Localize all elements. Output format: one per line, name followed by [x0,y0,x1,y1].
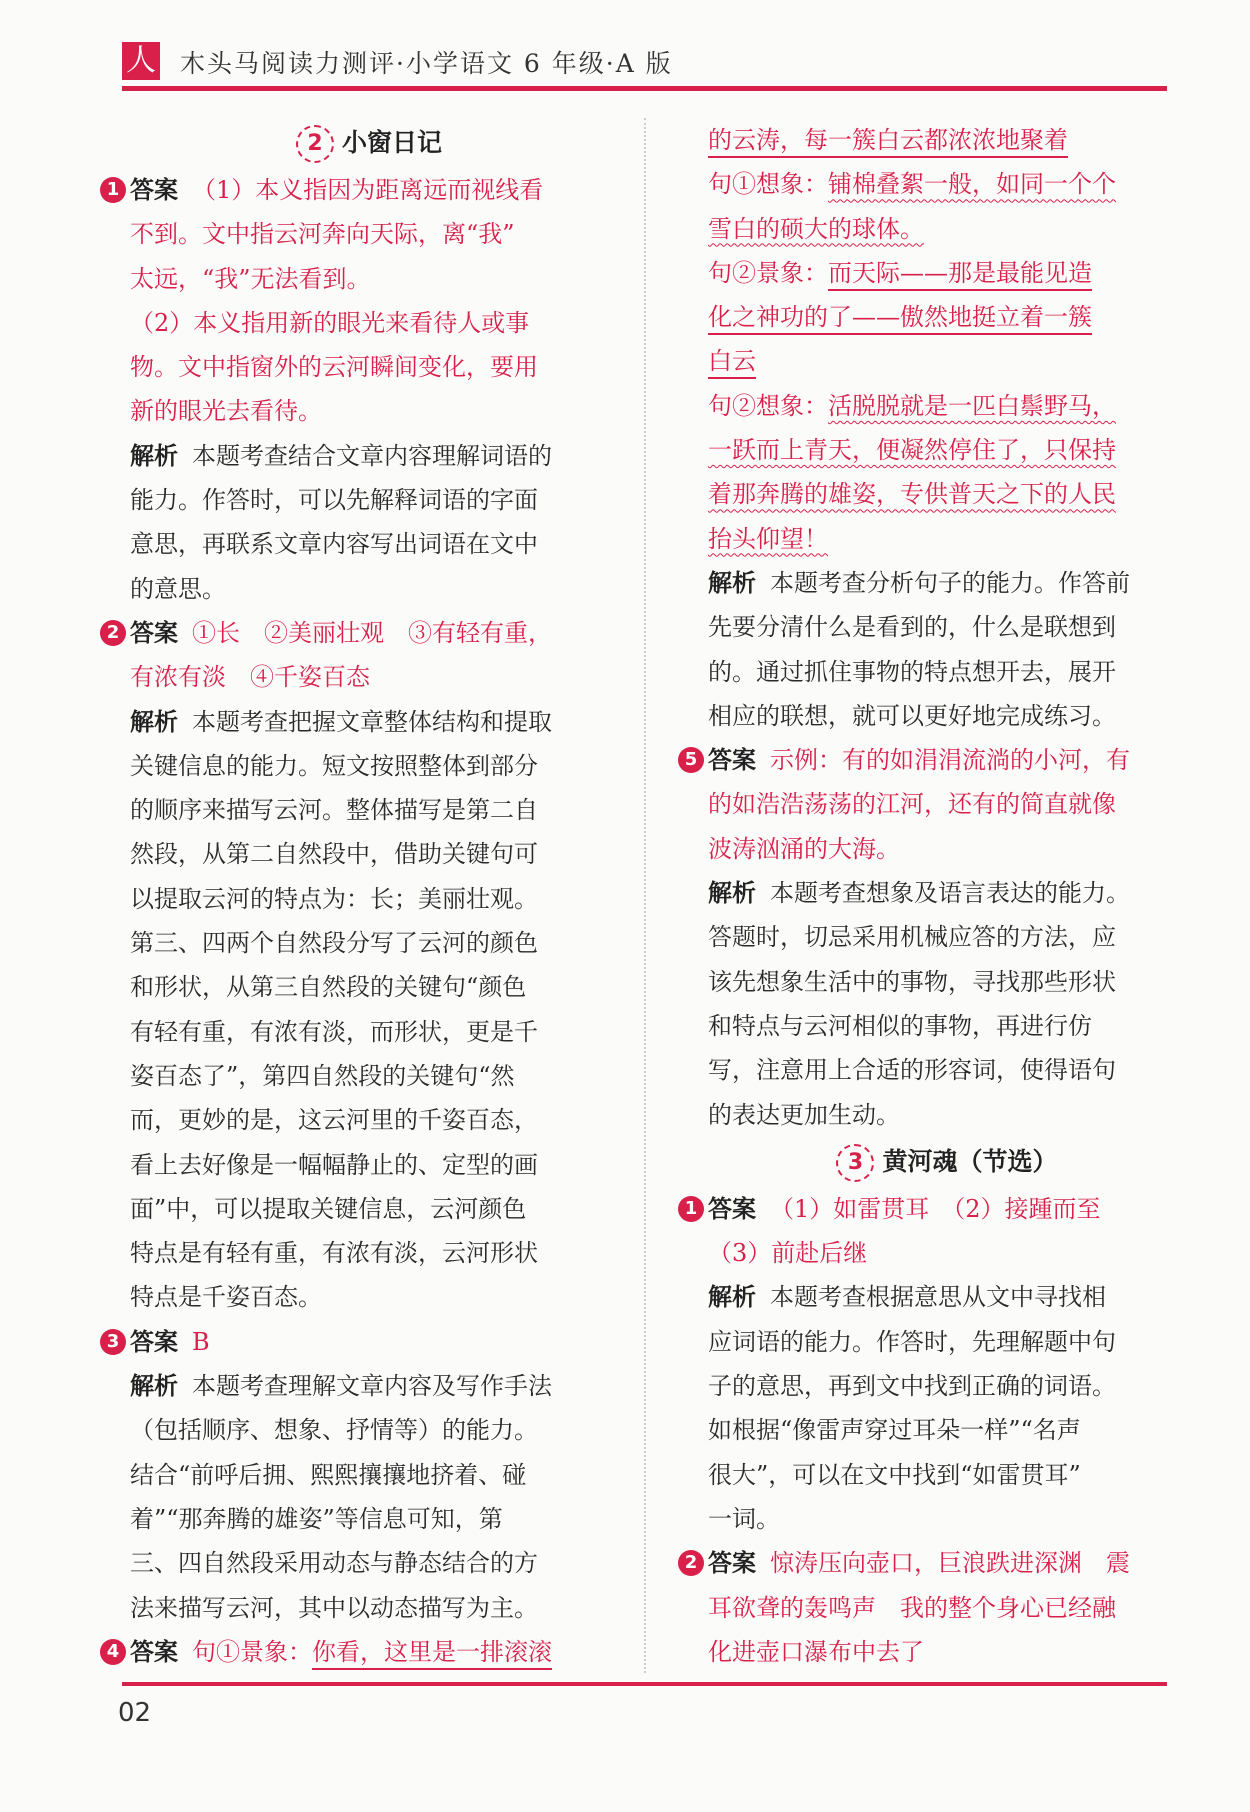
analysis-text: 面”中，可以提取关键信息，云河颜色 [130,1194,527,1223]
analysis-text: 应词语的能力。作答时，先理解题中句 [708,1327,1116,1356]
analysis-text: 姿百态了”，第四自然段的关键句“然 [130,1061,515,1090]
answer-text: 的如浩浩荡荡的江河，还有的简直就像 [708,790,1116,819]
section-number: 3 [836,1144,874,1182]
analysis-label: 解析 [130,707,178,736]
answer-text: 新的眼光去看待。 [130,397,322,426]
answer-text: B [192,1327,210,1356]
answer-label: 答案 [708,1194,756,1223]
answer-text: 耳欲聋的轰鸣声 我的整个身心已经融 [708,1593,1116,1622]
wavy-quote: 抬头仰望！ [708,524,828,553]
analysis-text: 第三、四两个自然段分写了云河的颜色 [130,929,538,958]
question-3 [106,1320,608,1630]
analysis-text: 本题考查把握文章整体结构和提取 [192,707,552,736]
answer-text: （3）前赴后继 [708,1239,868,1268]
question-number: 4 [100,1639,126,1665]
sentence-label: 句②想象： [708,391,828,420]
analysis-text: 能力。作答时，可以先解释词语的字面 [130,486,538,515]
analysis-text: 的。通过抓住事物的特点想开去，展开 [708,657,1116,686]
section-title-2 [130,118,608,168]
section-title-text: 黄河魂（节选） [882,1146,1058,1176]
analysis-label: 解析 [708,568,756,597]
analysis-label: 解析 [130,1372,178,1401]
question-number: 1 [100,177,126,203]
analysis-text: 很大”，可以在文中找到“如雷贯耳” [708,1460,1081,1489]
analysis-text: 的意思。 [130,574,226,603]
section3-question-2 [684,1541,1186,1674]
footer-rule [122,1682,1167,1686]
answer-text: 波涛汹涌的大海。 [708,834,900,863]
section-number: 2 [296,125,334,163]
sentence-label: 句①景象： [192,1637,312,1666]
answer-label: 答案 [130,618,178,647]
analysis-text: 的表达更加生动。 [708,1100,900,1129]
analysis-label: 解析 [708,1283,756,1312]
answer-text: 惊涛压向壶口，巨浪跌进深渊 震 [770,1549,1130,1578]
answer-label: 答案 [130,1327,178,1356]
underlined-quote: 你看，这里是一排滚滚 [312,1638,552,1670]
analysis-text: 以提取云河的特点为：长；美丽壮观。 [130,884,538,913]
column-divider [644,118,646,1673]
underlined-quote: 而天际——那是最能见造 [828,259,1092,291]
question-2 [106,611,608,1320]
analysis-text: 结合“前呼后拥、熙熙攘攘地挤着、碰 [130,1460,527,1489]
analysis-text: 本题考查分析句子的能力。作答前 [770,568,1130,597]
answer-text: 不到。文中指云河奔向天际，离“我” [130,220,515,249]
underlined-quote: 化之神功的了——傲然地挺立着一簇 [708,303,1092,335]
analysis-text: 本题考查理解文章内容及写作手法 [192,1372,552,1401]
book-title: 木头马阅读力测评·小学语文 6 年级·A 版 [180,49,673,78]
answer-label: 答案 [130,1637,178,1666]
wavy-quote: 雪白的硕大的球体。 [708,214,924,243]
analysis-text: 一词。 [708,1504,780,1533]
question-number: 2 [100,620,126,646]
answer-text: （2）本义指用新的眼光来看待人或事 [130,308,530,337]
analysis-text: 的顺序来描写云河。整体描写是第二自 [130,796,538,825]
answer-text: 太远，“我”无法看到。 [130,264,371,293]
analysis-text: 本题考查想象及语言表达的能力。 [770,879,1130,908]
analysis-text: 写，注意用上合适的形容词，使得语句 [708,1056,1116,1085]
analysis-text: 先要分清什么是看到的，什么是联想到 [708,613,1116,642]
wavy-quote: 活脱脱就是一匹白鬃野马， [828,391,1116,420]
analysis-text: 法来描写云河，其中以动态描写为主。 [130,1593,538,1622]
answer-text: 化进壶口瀑布中去了 [708,1637,924,1666]
analysis-text: 子的意思，再到文中找到正确的词语。 [708,1372,1116,1401]
analysis-label: 解析 [708,879,756,908]
page-header [122,38,1167,90]
answer-text: 物。文中指窗外的云河瞬间变化，要用 [130,353,538,382]
underlined-quote: 白云 [708,347,756,379]
wavy-quote: 铺棉叠絮一般，如同一个个 [828,170,1116,199]
analysis-text: 关键信息的能力。短文按照整体到部分 [130,751,538,780]
analysis-text: 特点是千姿百态。 [130,1283,322,1312]
analysis-text: 看上去好像是一幅幅静止的、定型的画 [130,1150,538,1179]
analysis-text: 如根据“像雷声穿过耳朵一样”“名声 [708,1416,1081,1445]
question-4-continued [708,118,1186,738]
answer-text: （1）本义指因为距离远而视线看 [192,176,544,204]
question-number: 5 [678,747,704,773]
analysis-label: 解析 [130,441,178,470]
analysis-text: 本题考查结合文章内容理解词语的 [192,441,552,470]
analysis-text: 而，更妙的是，这云河里的千姿百态， [130,1106,538,1135]
answer-text: 示例：有的如涓涓流淌的小河，有 [770,746,1130,775]
section-title-text: 小窗日记 [341,128,442,157]
page-number: 02 [118,1698,152,1728]
question-1 [106,168,608,611]
right-column [684,118,1186,1674]
question-5 [684,738,1186,1137]
left-column [106,118,608,1674]
analysis-text: 该先想象生活中的事物，寻找那些形状 [708,967,1116,996]
sentence-label: 句②景象： [708,258,828,287]
sentence-label: 句①想象： [708,170,828,199]
analysis-text: 然段，从第二自然段中，借助关键句可 [130,840,538,869]
section-title-3 [708,1137,1186,1187]
question-number: 1 [678,1196,704,1222]
answer-label: 答案 [708,746,756,775]
analysis-text: 本题考查根据意思从文中寻找相 [770,1283,1106,1312]
analysis-text: 和形状，从第三自然段的关键句“颜色 [130,973,527,1002]
logo: 人 [122,42,160,80]
answer-label: 答案 [130,176,178,204]
analysis-text: （包括顺序、想象、抒情等）的能力。 [130,1416,538,1445]
wavy-quote: 着那奔腾的雄姿，专供普天之下的人民 [708,480,1116,509]
question-4 [106,1630,608,1674]
analysis-text: 答题时，切忌采用机械应答的方法，应 [708,923,1116,952]
analysis-text: 三、四自然段采用动态与静态结合的方 [130,1549,538,1578]
answer-text: （1）如雷贯耳 （2）接踵而至 [770,1194,1101,1223]
answer-text: ①长 ②美丽壮观 ③有轻有重， [192,618,552,647]
wavy-quote: 一跃而上青天，便凝然停住了，只保持 [708,436,1116,465]
question-number: 3 [100,1329,126,1355]
analysis-text: 着”“那奔腾的雄姿”等信息可知，第 [130,1504,503,1533]
analysis-text: 意思，再联系文章内容写出词语在文中 [130,530,538,559]
header-rule [122,86,1167,91]
answer-label: 答案 [708,1549,756,1578]
answer-text: 有浓有淡 ④千姿百态 [130,663,370,692]
section3-question-1 [684,1187,1186,1541]
analysis-text: 相应的联想，就可以更好地完成练习。 [708,701,1116,730]
analysis-text: 和特点与云河相似的事物，再进行仿 [708,1011,1092,1040]
question-number: 2 [678,1550,704,1576]
underlined-quote: 的云涛，每一簇白云都浓浓地聚着 [708,126,1068,158]
analysis-text: 有轻有重，有浓有淡，而形状，更是千 [130,1017,538,1046]
analysis-text: 特点是有轻有重，有浓有淡，云河形状 [130,1239,538,1268]
